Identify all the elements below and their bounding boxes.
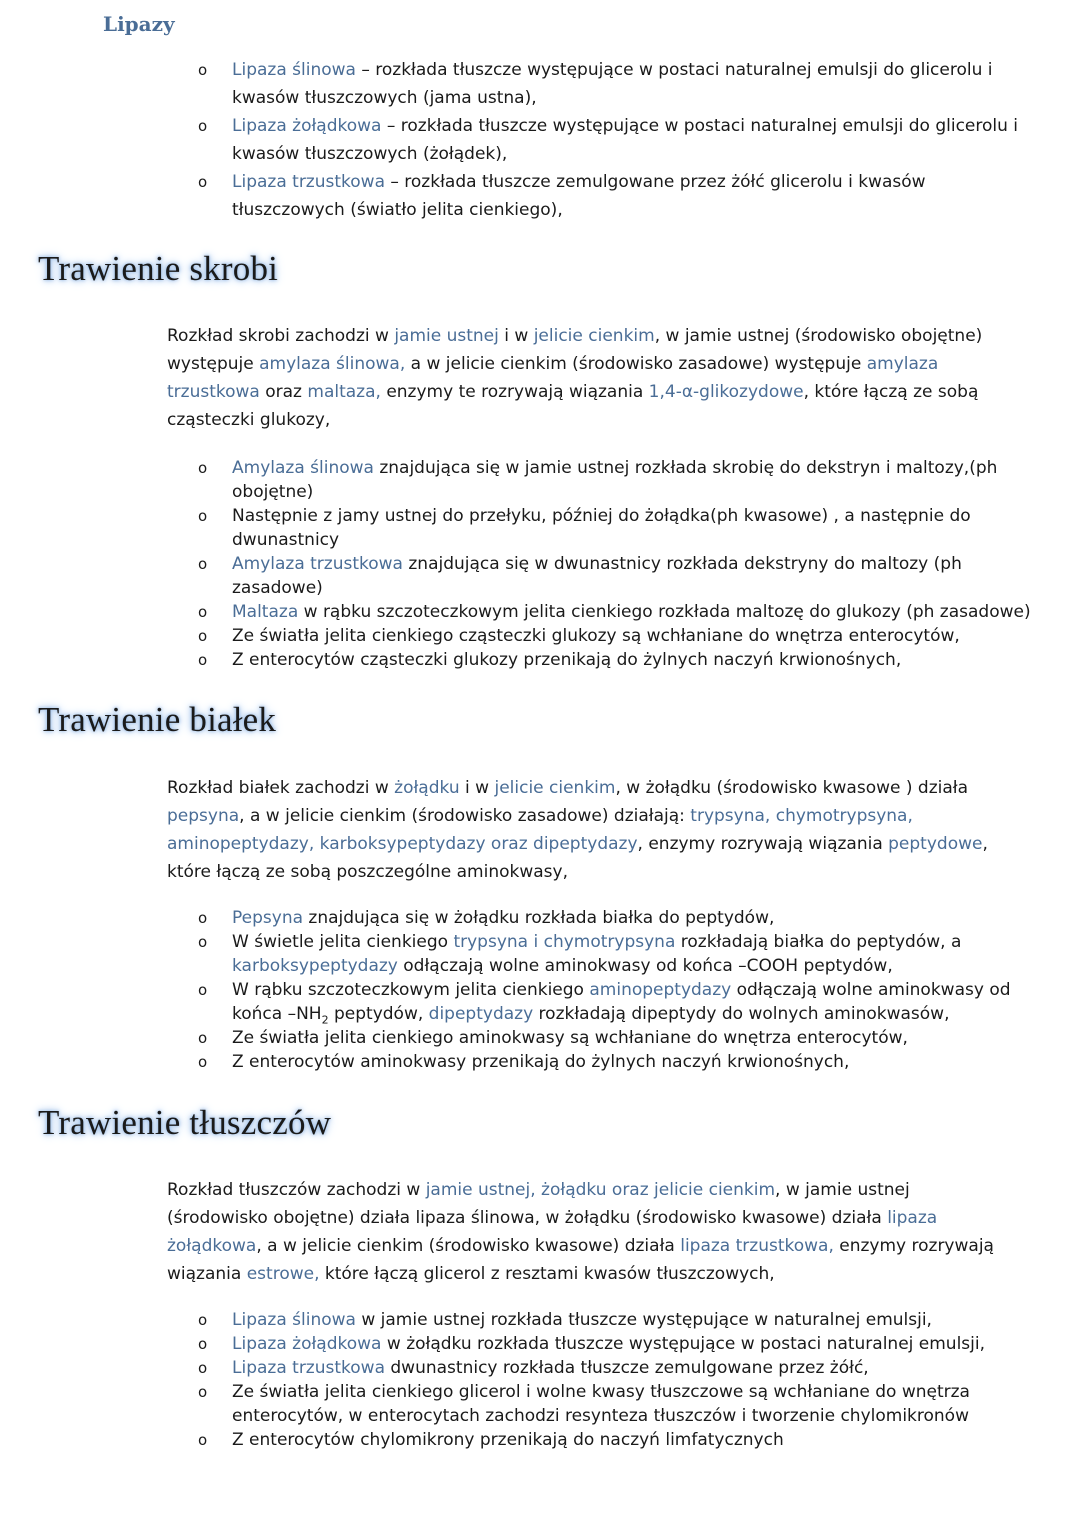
skrobia-heading: Trawienie skrobi bbox=[38, 249, 279, 288]
bullet-icon: o bbox=[198, 117, 208, 135]
tluszcze-heading: Trawienie tłuszczów bbox=[38, 1103, 332, 1142]
tluszcze-list bbox=[0, 1308, 1040, 1452]
list-item: o Amylaza trzustkowa znajdująca się w dwunastnicy rozkłada dekstryny do maltozy (ph zasadowe) bbox=[198, 554, 962, 598]
list-item: o Lipaza żołądkowa w żołądku rozkłada tłuszcze występujące w postaci naturalnej emulsji, bbox=[198, 1334, 986, 1354]
bullet-icon: o bbox=[198, 1359, 208, 1377]
list-item: o W rąbku szczoteczkowym jelita cienkiego aminopeptydazy odłączają wolne aminokwasy od końca $-NH_2$ peptydów, dipeptydazy rozkładają dipeptydy do wolnych aminokwasów, bbox=[198, 980, 1011, 1027]
list-item: o Następnie z jamy ustnej do przełyku, później do żołądka(ph kwasowe) , a następnie do dwunastnicy bbox=[198, 506, 971, 550]
list-item: o Ze światła jelita cienkiego glicerol i wolne kwasy tłuszczowe są wchłaniane do wnętrza enterocytów, w enterocytach zachodzi resynteza tłuszczów i tworzenie chylomikronów bbox=[198, 1382, 970, 1426]
bullet-icon: o bbox=[198, 603, 208, 621]
list-item: o Lipaza trzustkowa dwunastnicy rozkłada tłuszcze zemulgowane przez żółć, bbox=[198, 1358, 869, 1378]
list-item: o W świetle jelita cienkiego trypsyna i chymotrypsyna rozkładają białka do peptydów, a karboksypeptydazy odłączają wolne aminokwasy od końca –COOH peptydów, bbox=[198, 932, 962, 976]
lipazy-list bbox=[0, 56, 1040, 224]
bialka-heading: Trawienie białek bbox=[38, 700, 277, 739]
list-item: o Lipaza ślinowa – rozkłada tłuszcze występujące w postaci naturalnej emulsji do glicerolu i kwasów tłuszczowych (jama ustna), bbox=[0, 56, 1040, 112]
bullet-icon: o bbox=[198, 61, 208, 79]
bullet-icon: o bbox=[198, 507, 208, 525]
bullet-icon: o bbox=[198, 1029, 208, 1047]
bullet-icon: o bbox=[198, 909, 208, 927]
bullet-icon: o bbox=[198, 933, 208, 951]
lipazy-heading: Lipazy bbox=[103, 12, 175, 36]
list-item: o Z enterocytów aminokwasy przenikają do żylnych naczyń krwionośnych, bbox=[198, 1052, 850, 1072]
list-item: o Lipaza ślinowa w jamie ustnej rozkłada tłuszcze występujące w naturalnej emulsji, bbox=[198, 1310, 932, 1330]
bialka-paragraph: Rozkład białek zachodzi w żołądku i w jelicie cienkim, w żołądku (środowisko kwasowe ) działa pepsyna, a w jelicie cienkim (środowisko zasadowe) działają: trypsyna, chymotrypsyna, aminopeptydazy, karboksypeptydazy oraz dipeptydazy, enzymy rozrywają wiązania peptydowe, które łączą ze sobą poszczególne aminokwasy, bbox=[167, 778, 988, 882]
skrobia-list bbox=[0, 456, 1040, 672]
list-item: o Lipaza trzustkowa – rozkłada tłuszcze zemulgowane przez żółć glicerolu i kwasów tłuszczowych (światło jelita cienkiego), bbox=[0, 168, 1040, 224]
list-item: o Pepsyna znajdująca się w żołądku rozkłada białka do peptydów, bbox=[198, 908, 775, 928]
bullet-icon: o bbox=[198, 1431, 208, 1449]
bullet-icon: o bbox=[198, 1383, 208, 1401]
list-item: o Ze światła jelita cienkiego aminokwasy są wchłaniane do wnętrza enterocytów, bbox=[198, 1028, 908, 1048]
list-item: o Z enterocytów chylomikrony przenikają do naczyń limfatycznych bbox=[198, 1430, 784, 1450]
bullet-icon: o bbox=[198, 1053, 208, 1071]
bullet-icon: o bbox=[198, 651, 208, 669]
bullet-icon: o bbox=[198, 981, 208, 999]
bullet-icon: o bbox=[198, 1335, 208, 1353]
list-item: o Z enterocytów cząsteczki glukozy przenikają do żylnych naczyń krwionośnych, bbox=[198, 650, 902, 670]
list-item: o Maltaza w rąbku szczoteczkowym jelita cienkiego rozkłada maltozę do glukozy (ph zasadowe) bbox=[198, 602, 1031, 622]
bullet-icon: o bbox=[198, 459, 208, 477]
bullet-icon: o bbox=[198, 555, 208, 573]
list-item: o Amylaza ślinowa znajdująca się w jamie ustnej rozkłada skrobię do dekstryn i maltozy,(ph obojętne) bbox=[198, 458, 998, 502]
bullet-icon: o bbox=[198, 627, 208, 645]
list-item: o Ze światła jelita cienkiego cząsteczki glukozy są wchłaniane do wnętrza enterocytów, bbox=[198, 626, 960, 646]
bullet-icon: o bbox=[198, 1311, 208, 1329]
tluszcze-paragraph: Rozkład tłuszczów zachodzi w jamie ustnej, żołądku oraz jelicie cienkim, w jamie ustnej (środowisko obojętne) działa lipaza ślinowa, w żołądku (środowisko kwasowe) działa lipaza żołądkowa, a w jelicie cienkim (środowisko kwasowe) działa lipaza trzustkowa, enzymy rozrywają wiązania estrowe, które łączą glicerol z resztami kwasów tłuszczowych, bbox=[167, 1180, 994, 1284]
skrobia-paragraph: Rozkład skrobi zachodzi w jamie ustnej i w jelicie cienkim, w jamie ustnej (środowisko obojętne) występuje amylaza ślinowa, a w jelicie cienkim (środowisko zasadowe) występuje amylaza trzustkowa oraz maltaza, enzymy te rozrywają wiązania 1,4-α-glikozydowe, które łączą ze sobą cząsteczki glukozy, bbox=[167, 326, 983, 430]
list-item: o Lipaza żołądkowa – rozkłada tłuszcze występujące w postaci naturalnej emulsji do glicerolu i kwasów tłuszczowych (żołądek), bbox=[0, 112, 1040, 168]
bialka-list bbox=[0, 906, 1040, 1074]
bullet-icon: o bbox=[198, 173, 208, 191]
